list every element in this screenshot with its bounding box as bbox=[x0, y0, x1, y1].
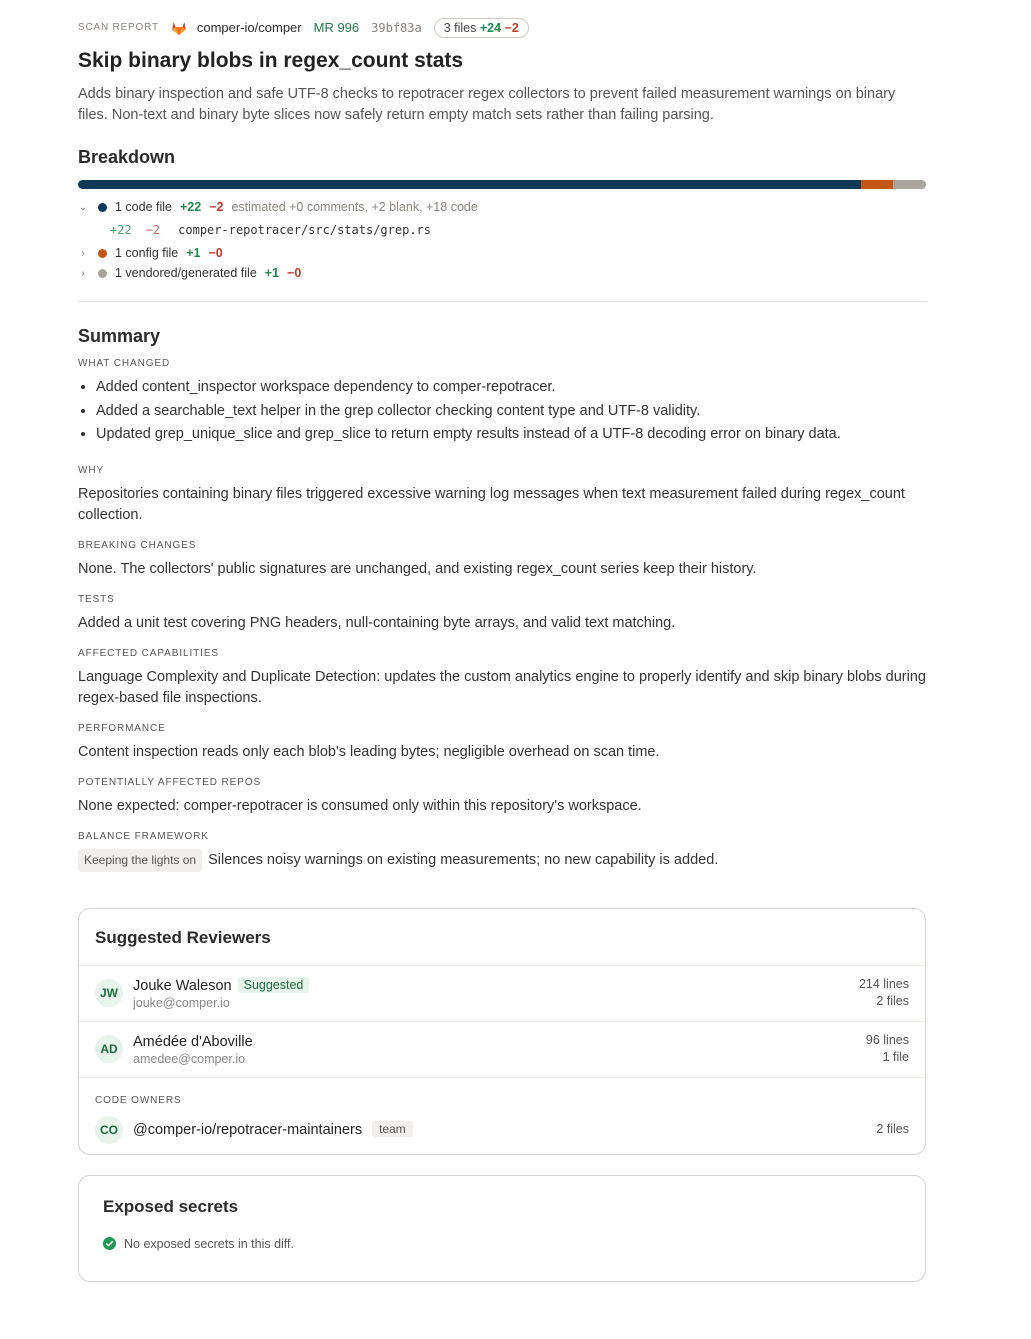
reviewer-name: Jouke Waleson bbox=[133, 977, 232, 994]
reviewer-files: 1 file bbox=[882, 1050, 909, 1064]
group-additions: +1 bbox=[264, 266, 280, 280]
group-deletions: −0 bbox=[287, 266, 302, 280]
reviewer-lines: 96 lines bbox=[865, 1033, 909, 1047]
group-deletions: −2 bbox=[209, 200, 224, 214]
files-changed-pill[interactable] bbox=[434, 18, 529, 38]
group-label: 1 code file bbox=[115, 200, 172, 214]
group-label: 1 config file bbox=[115, 246, 179, 260]
bar-segment-vendored bbox=[893, 180, 926, 189]
file-row[interactable] bbox=[78, 217, 926, 243]
mr-description: Adds binary inspection and safe UTF-8 checks to repotracer regex collectors to prevent failed measurement warnings on binary files. Non-text and binary byte slices now safely return empty match sets rather than failing parsing. bbox=[78, 86, 896, 123]
performance-text: Content inspection reads only each blob's leading bytes; negligible overhead on scan time. bbox=[78, 743, 660, 760]
code-owner-name: @comper-io/repotracer-maintainers bbox=[133, 1121, 363, 1138]
why-text: Repositories containing binary files triggered excessive warning log messages when text measurement failed during regex_count collection. bbox=[78, 485, 905, 523]
reviewer-row[interactable] bbox=[79, 1021, 925, 1077]
reviewer-email: amedee@comper.io bbox=[133, 1051, 246, 1066]
breaking-changes-label: BREAKING CHANGES bbox=[78, 539, 197, 551]
page-title: Skip binary blobs in regex_count stats bbox=[78, 49, 464, 72]
suggested-reviewers-card bbox=[78, 908, 926, 1155]
exposed-secrets-card bbox=[78, 1175, 926, 1282]
list-item: • Added a searchable_text helper in the grep collector checking content type and UTF-8 validity. bbox=[96, 400, 926, 424]
chevron-right-icon[interactable]: › bbox=[81, 247, 85, 259]
additions-count: +24 bbox=[479, 20, 502, 35]
reviewer-files: 2 files bbox=[876, 994, 909, 1008]
config-dot-icon bbox=[98, 249, 107, 258]
breakdown-group-config[interactable] bbox=[78, 243, 926, 263]
vendored-dot-icon bbox=[98, 269, 107, 278]
bar-segment-config bbox=[861, 180, 893, 189]
why-label: WHY bbox=[78, 464, 105, 476]
list-item: • Added content_inspector workspace dependency to comper-repotracer. bbox=[96, 376, 926, 400]
reviewer-name: Amédée d'Aboville bbox=[133, 1033, 253, 1050]
breakdown-bar bbox=[78, 180, 926, 189]
team-badge: team bbox=[372, 1121, 413, 1137]
secrets-heading: Exposed secrets bbox=[103, 1196, 239, 1216]
breakdown-heading: Breakdown bbox=[78, 147, 176, 167]
chevron-down-icon[interactable]: ⌄ bbox=[78, 201, 88, 213]
balance-framework-text bbox=[78, 849, 926, 872]
avatar: JW bbox=[95, 979, 123, 1007]
breakdown-list bbox=[78, 197, 926, 283]
code-owner-row[interactable] bbox=[79, 1106, 925, 1154]
group-estimate: estimated +0 comments, +2 blank, +18 code bbox=[231, 200, 478, 214]
merge-request-link[interactable]: MR 996 bbox=[313, 20, 360, 35]
reviewer-row[interactable] bbox=[79, 965, 925, 1021]
code-dot-icon bbox=[98, 203, 107, 212]
group-label: 1 vendored/generated file bbox=[115, 266, 257, 280]
avatar: CO bbox=[95, 1116, 123, 1144]
list-item: • Updated grep_unique_slice and grep_slice to return empty results instead of a UTF-8 decoding error on binary data. bbox=[96, 423, 926, 447]
chevron-right-icon[interactable]: › bbox=[81, 267, 85, 279]
group-additions: +22 bbox=[179, 200, 202, 214]
gitlab-icon bbox=[171, 20, 187, 36]
reviewer-lines: 214 lines bbox=[858, 977, 909, 991]
reviewers-heading: Suggested Reviewers bbox=[95, 927, 271, 947]
balance-tag: Keeping the lights on bbox=[78, 849, 202, 872]
avatar: AD bbox=[95, 1035, 123, 1063]
breakdown-group-code[interactable] bbox=[78, 197, 926, 217]
reviewer-email: jouke@comper.io bbox=[133, 995, 230, 1010]
suggested-badge: Suggested bbox=[238, 977, 310, 993]
file-deletions: −2 bbox=[145, 223, 161, 237]
breakdown-group-vendored[interactable] bbox=[78, 263, 926, 283]
secrets-status: No exposed secrets in this diff. bbox=[124, 1236, 294, 1251]
section-divider bbox=[78, 301, 926, 302]
performance-label: PERFORMANCE bbox=[78, 722, 166, 734]
tests-label: TESTS bbox=[78, 593, 115, 605]
what-changed-list bbox=[78, 376, 926, 447]
file-path[interactable]: comper-repotracer/src/stats/grep.rs bbox=[178, 223, 432, 237]
balance-framework-label: BALANCE FRAMEWORK bbox=[78, 830, 209, 842]
group-additions: +1 bbox=[186, 246, 201, 260]
affected-repos-label: POTENTIALLY AFFECTED REPOS bbox=[78, 776, 262, 788]
deletions-count: −2 bbox=[504, 20, 519, 35]
group-deletions: −0 bbox=[208, 246, 223, 260]
affected-capabilities-label: AFFECTED CAPABILITIES bbox=[78, 647, 219, 659]
code-owners-label: CODE OWNERS bbox=[95, 1094, 182, 1106]
affected-repos-text: None expected: comper-repotracer is consumed only within this repository's workspace. bbox=[78, 797, 642, 814]
tests-text: Added a unit test covering PNG headers, null-containing byte arrays, and valid text matching. bbox=[78, 614, 676, 631]
scan-report bbox=[78, 0, 926, 1282]
scan-report-label: SCAN REPORT bbox=[78, 22, 159, 33]
code-owner-files: 2 files bbox=[876, 1122, 909, 1136]
report-header bbox=[78, 16, 926, 39]
files-count: 3 files bbox=[443, 20, 477, 35]
what-changed-label: WHAT CHANGED bbox=[78, 358, 171, 369]
file-additions: +22 bbox=[110, 223, 132, 237]
bar-segment-code bbox=[78, 180, 861, 189]
check-circle-icon bbox=[103, 1237, 116, 1250]
breaking-changes-text: None. The collectors' public signatures are unchanged, and existing regex_count series keep their history. bbox=[78, 560, 757, 577]
summary-heading: Summary bbox=[78, 326, 161, 346]
affected-capabilities-text: Language Complexity and Duplicate Detection: updates the custom analytics engine to properly identify and skip binary blobs during regex-based file inspections. bbox=[78, 668, 926, 706]
balance-text: Silences noisy warnings on existing measurements; no new capability is added. bbox=[208, 851, 719, 868]
repo-link[interactable]: comper-io/comper bbox=[196, 20, 302, 35]
commit-sha[interactable]: 39bf83a bbox=[371, 20, 422, 35]
